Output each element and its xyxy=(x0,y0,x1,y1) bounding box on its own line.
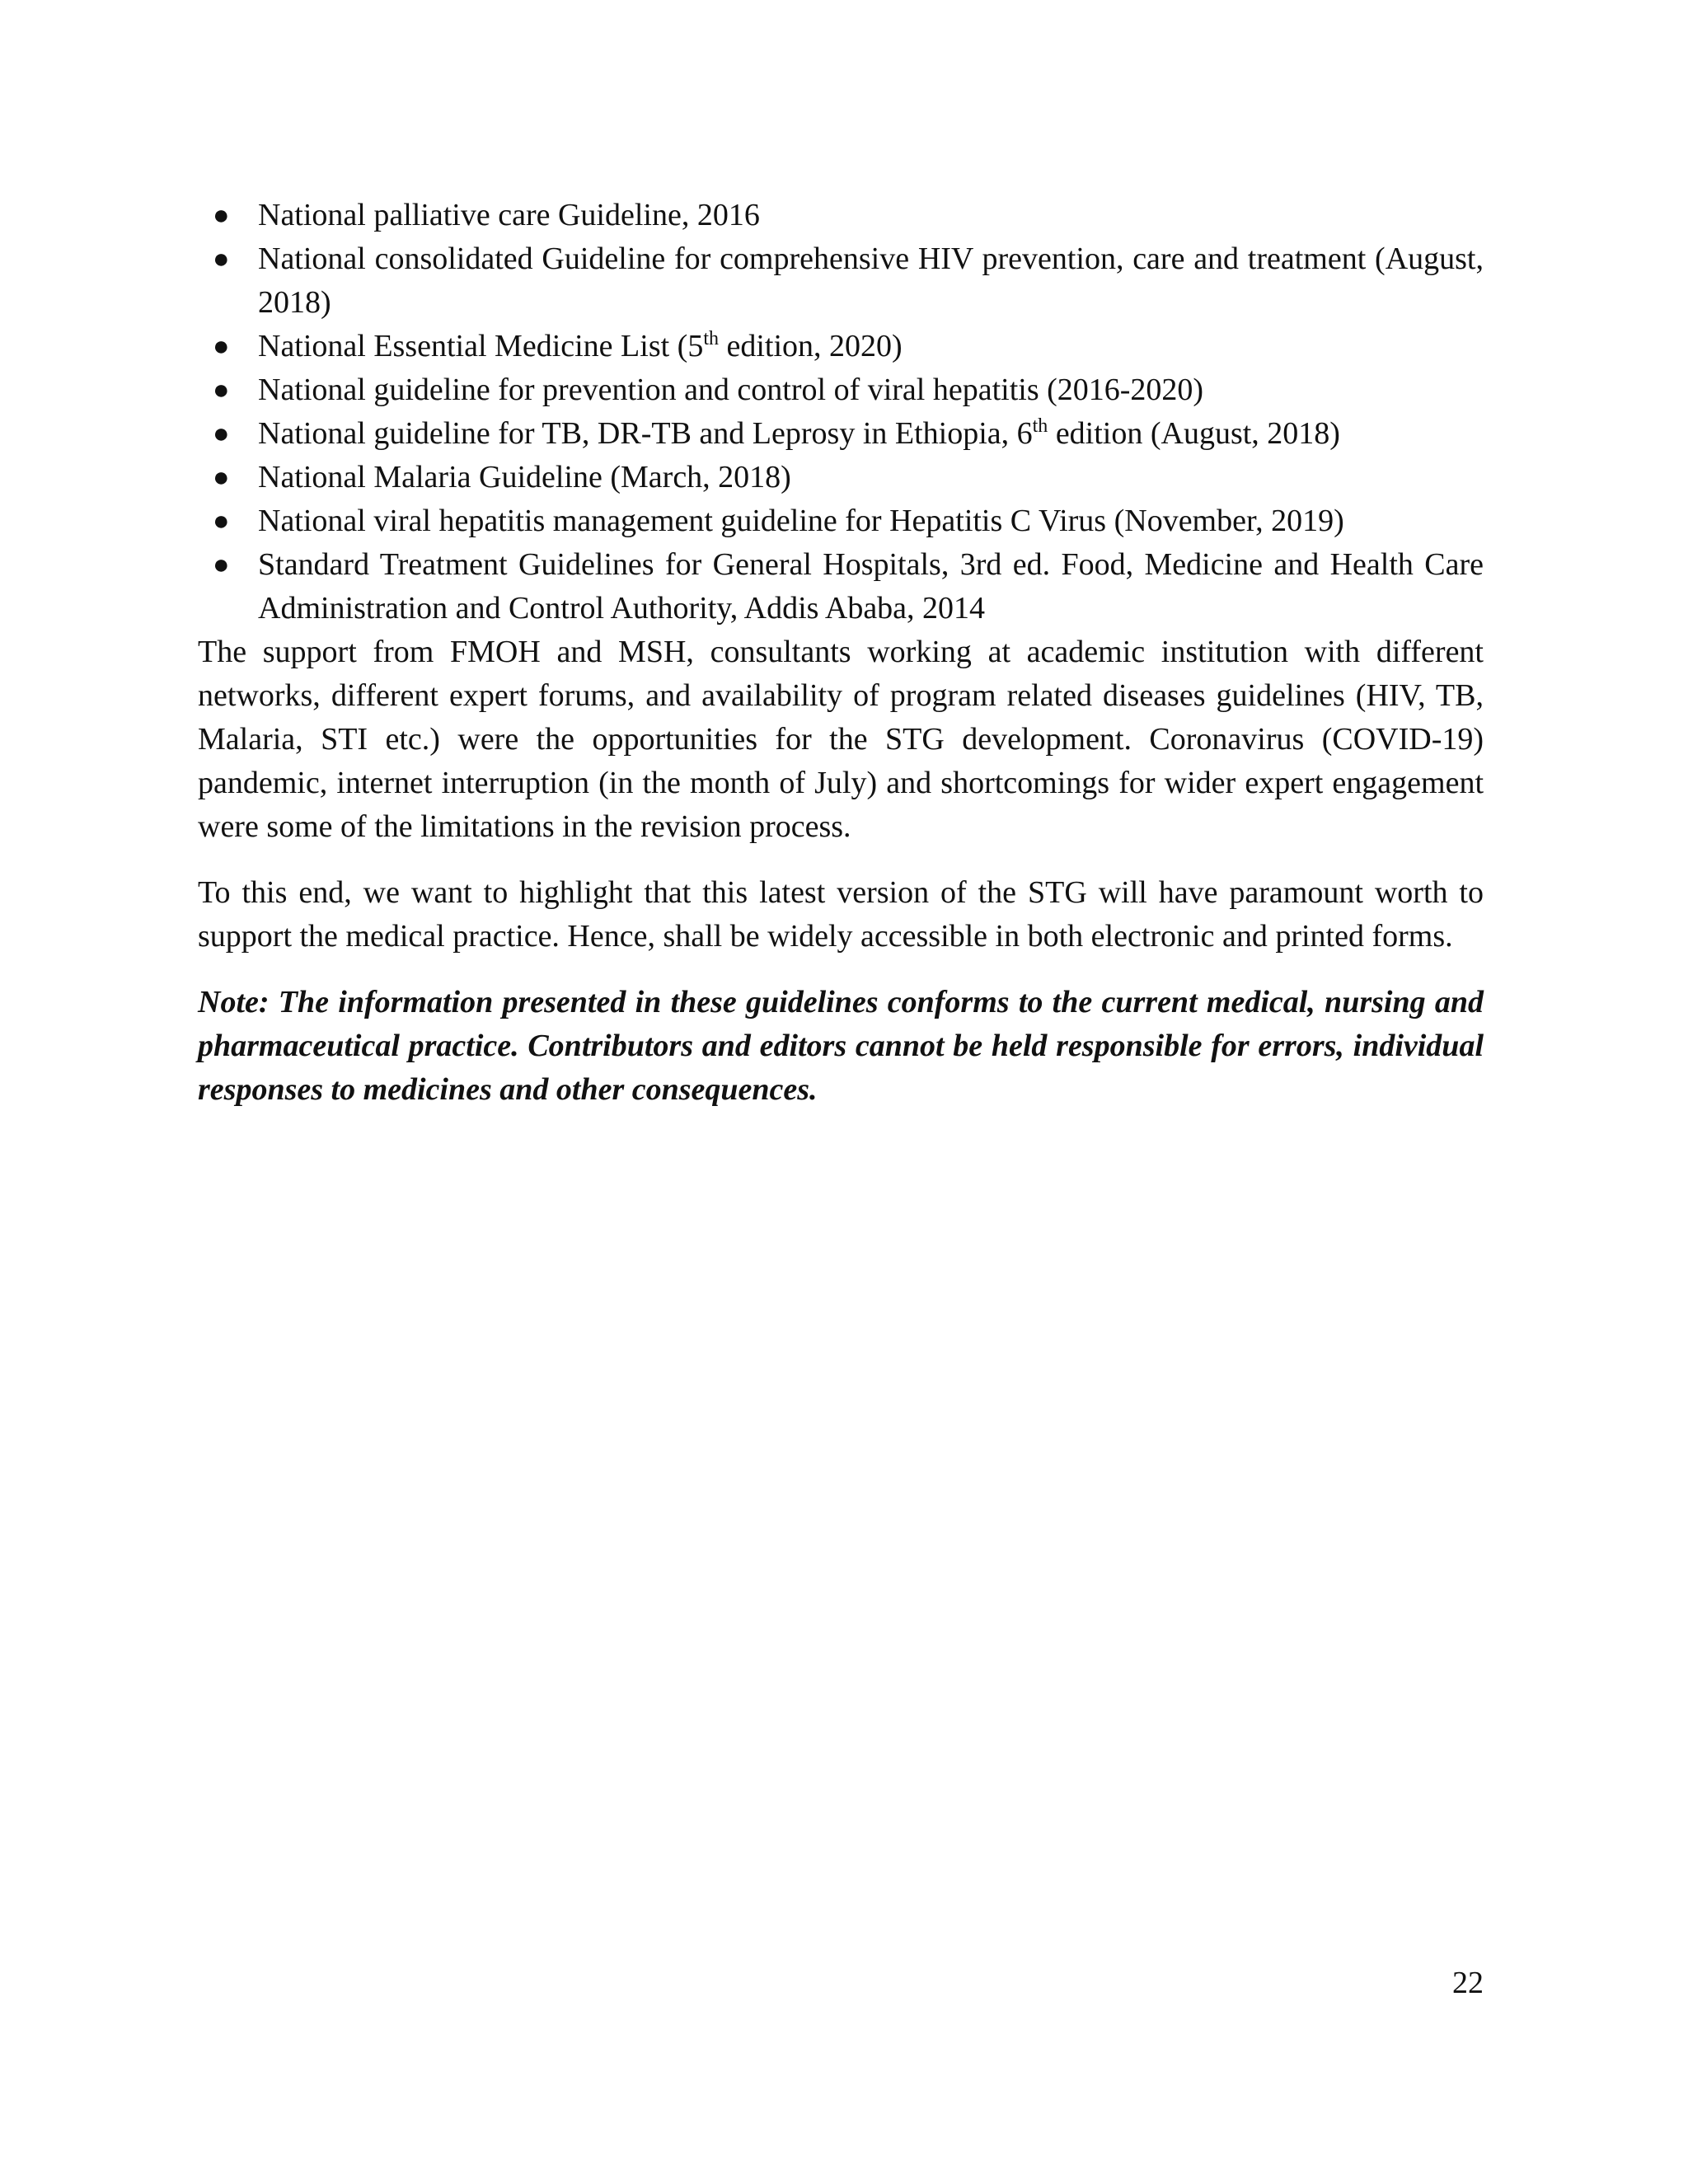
body-paragraph: The support from FMOH and MSH, consultants working at academic institution with different networks, different expert forums, and availability of program related diseases guidelines (HIV, TB, Malaria, STI etc.) were the opportunities for the STG development. Coronavirus (COVID-19) pandemic, internet interruption (in the month of July) and shortcomings for wider expert engagement were some of the limitations in the revision process. xyxy=(198,635,1484,844)
reference-text-post: edition (August, 2018) xyxy=(1048,416,1340,451)
reference-item xyxy=(198,412,1484,456)
bullet-icon: ● xyxy=(213,244,230,274)
bullet-icon: ● xyxy=(213,331,230,362)
reference-item xyxy=(198,237,1484,325)
page-content xyxy=(198,194,1484,1112)
reference-item xyxy=(198,325,1484,368)
bullet-icon: ● xyxy=(213,419,230,449)
bullet-icon: ● xyxy=(213,550,230,580)
bullet-icon: ● xyxy=(213,200,230,231)
ordinal-suffix: th xyxy=(1032,415,1048,437)
reference-list xyxy=(198,194,1484,630)
reference-text: National guideline for prevention and control of viral hepatitis (2016-2020) xyxy=(258,373,1204,407)
reference-text: National Malaria Guideline (March, 2018) xyxy=(258,460,791,494)
reference-text xyxy=(258,329,903,363)
bullet-icon: ● xyxy=(213,506,230,537)
reference-text: National palliative care Guideline, 2016 xyxy=(258,198,760,232)
page-number: 22 xyxy=(1452,1966,1484,2000)
reference-text-post: edition, 2020) xyxy=(718,329,903,363)
reference-text xyxy=(258,416,1340,451)
reference-item xyxy=(198,368,1484,412)
reference-item xyxy=(198,456,1484,499)
reference-text: National consolidated Guideline for comprehensive HIV prevention, care and treatment (August, 2018) xyxy=(258,241,1484,320)
reference-item xyxy=(198,543,1484,630)
disclaimer-note: Note: The information presented in these guidelines conforms to the current medical, nursing and pharmaceutical practice. Contributors and editors cannot be held responsible for errors, individual responses to medicines and other consequences. xyxy=(198,985,1484,1107)
bullet-icon: ● xyxy=(213,462,230,493)
reference-text-pre: National Essential Medicine List (5 xyxy=(258,329,704,363)
reference-text: National viral hepatitis management guideline for Hepatitis C Virus (November, 2019) xyxy=(258,504,1344,538)
reference-text-pre: National guideline for TB, DR-TB and Leprosy in Ethiopia, 6 xyxy=(258,416,1033,451)
body-paragraph: To this end, we want to highlight that this latest version of the STG will have paramount worth to support the medical practice. Hence, shall be widely accessible in both electronic and printed forms. xyxy=(198,875,1484,954)
reference-text: Standard Treatment Guidelines for General Hospitals, 3rd ed. Food, Medicine and Health Care Administration and Control Authority, Addis Ababa, 2014 xyxy=(258,547,1484,626)
bullet-icon: ● xyxy=(213,375,230,405)
ordinal-suffix: th xyxy=(703,328,719,349)
reference-item xyxy=(198,194,1484,237)
reference-item xyxy=(198,499,1484,543)
